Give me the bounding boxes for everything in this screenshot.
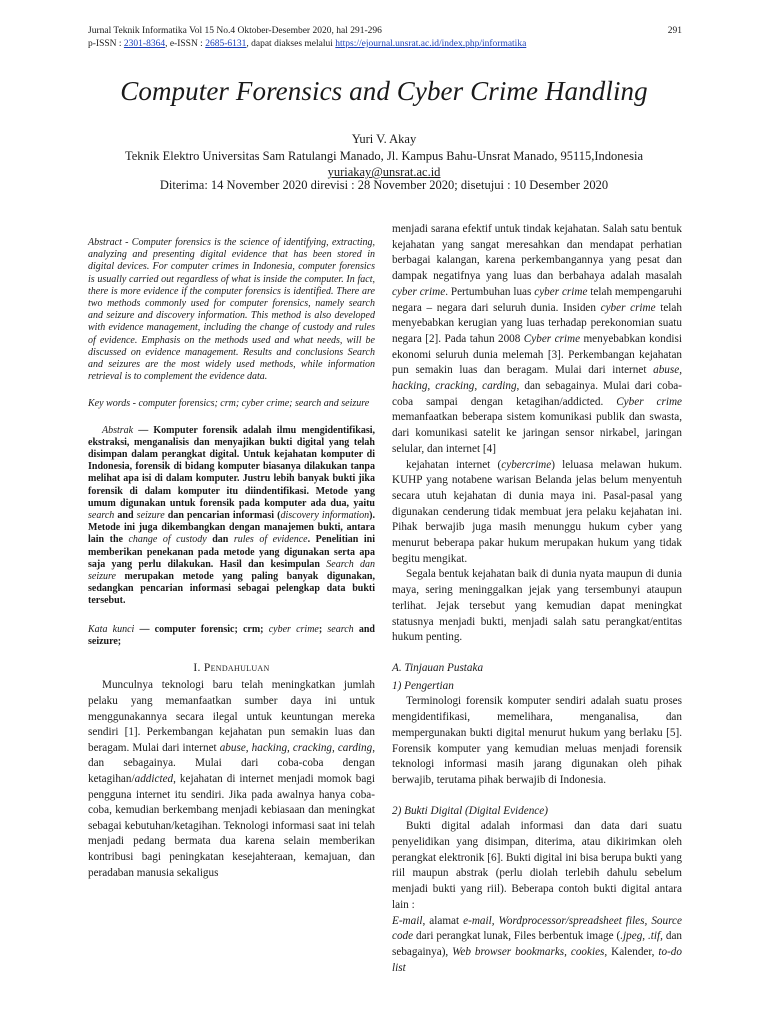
affiliation: Teknik Elektro Universitas Sam Ratulangi Manado, Jl. Kampus Bahu-Unsrat Manado, 95115,Indonesia xyxy=(124,149,643,163)
issn-line: p-ISSN : 2301-8364, e-ISSN : 2685-6131, dapat diakses melalui https://ejournal.unsrat.ac.id/index.php/informatika xyxy=(88,39,527,49)
introduction-paragraph: Munculnya teknologi baru telah meningkatkan jumlah pelaku yang memanfaatkan sumber daya ini untuk menggunakannya secara ilegal untuk keuntungan mereka sendiri [1]. Perkembangan kejahatan pun semakin luas dan beragam. Mulai dari internet abuse, hacking, cracking, carding, dan sebagainya. Mulai dari coba-coba dengan ketagihan/addicted, kejahatan di internet menjadi momok bagi pengguna internet itu sendiri. Jika pada awalnya hanya coba-coba, kemudian berkembang menjadi kebiasaan dan meningkat sebagai kebutuhan/ketagihan. Teknologi informasi saat ini telah menjadi pedang bermata dua karena selain memberikan kontribusi bagi peningkatan kesejahteraan, kemajuan, dan peradaban manusia sekaligus xyxy=(88,679,376,879)
running-header xyxy=(88,25,682,51)
paragraph-examples: E-mail, alamat e-mail, Wordprocessor/spreadsheet files, Source code dari perangkat lunak, Files berbentuk image (.jpeg, .tif, dan sebagainya), Web browser bookmarks, cookies, Kalender, to-do list xyxy=(392,914,683,974)
email-link[interactable]: yuriakay@unsrat.ac.id xyxy=(327,165,441,179)
paper-title: Computer Forensics and Cyber Crime Handling xyxy=(120,76,648,106)
paragraph-bukti-digital: Bukti digital adalah informasi dan data dari suatu penyelidikan yang disimpan, diterima, atau dikirimkan oleh perangkat elektronik [6]. Bukti digital ini bisa berupa bukti yang riil maupun abstrak (perlu diolah terlebih dahulu sebelum menjadi bukti yang riil). Beberapa contoh bukti digital antara lain : xyxy=(392,820,682,911)
e-issn-link[interactable]: 2685-6131 xyxy=(205,39,247,49)
abstract-indonesian: Abstrak — Komputer forensik adalah ilmu mengidentifikasi, ekstraksi, menganalisis dan menyajikan bukti digital yang telah disimpan dalam perangkat digital. Untuk kejahatan komputer di Indonesia, forensik di bidang komputer biasanya dilakukan tanpa melihat apa isi di dalam komputer. Justru lebih banyak bukti jika forensik di dalam komputer itu diindentifikasi. Metode yang umum digunakan untuk forensik pada komputer ada dua, yaitu search and seizure dan pencarian informasi (discovery information). Metode ini juga dikembangkan dengan manajemen bukti, antara lain the change of custody dan rules of evidence. Penelitian ini memberikan penekanan pada metode yang digunakan serta apa saja yang perlu dilakukan. Hasil dan kesimpulan Search dan seizure merupakan metode yang paling banyak digunakan, sedangkan pencarian informasi sebagai pelengkap data bukti tersebut. xyxy=(88,424,375,607)
keywords-english: Key words - computer forensics; crm; cyber crime; search and seizure xyxy=(88,398,370,410)
paragraph-evidence: Segala bentuk kejahatan baik di dunia nyata maupun di dunia maya, sering meninggalkan jejak yang tersembunyi ataupun terlihat. Jejak tersebut yang kemudian dapat meningkat statusnya menjadi bukti, menjadi salah satu perangkat/entitas hukum penting. xyxy=(392,568,682,644)
paragraph-cyber-crime: menjadi sarana efektif untuk tindak kejahatan. Salah satu bentuk kejahatan yang sangat meresahkan dan mendapat perhatian berbagai kalangan, karena perkembangannya yang pesat dan dampak negatifnya yang luas dan berbahaya adalah masalah cyber crime. Pertumbuhan luas cyber crime telah mempengaruhi negara – negara dari seluruh dunia. Insiden cyber crime telah menyebabkan kerugian yang luas terhadap perekonomian suatu negara [2]. Pada tahun 2008 Cyber crime menyebabkan kondisi ekonomi seluruh dunia melemah [3]. Perkembangan kejahatan pun semakin luas dan beragam. Mulai dari internet abuse, hacking, cracking, carding, dan sebagainya. Mulai dari coba-coba sampai dengan ketagihan/addicted. Cyber crime memanfaatkan beberapa sistem komunikasi publik dan swasta, dari komunikasi satelit ke jaringan sensor nirkabel, jaringan selular, dan internet [4] xyxy=(392,223,682,455)
page-number: 291 xyxy=(667,26,682,36)
left-column xyxy=(88,237,375,881)
right-column xyxy=(392,222,682,976)
keywords-indonesian: Kata kunci — computer forensic; crm; cyber crime; search and seizure; xyxy=(88,623,375,647)
journal-info: Jurnal Teknik Informatika Vol 15 No.4 Oktober-Desember 2020, hal 291-296 xyxy=(88,26,382,36)
p-issn-link[interactable]: 2301-8364 xyxy=(123,39,166,49)
paragraph-kuhp: kejahatan internet (cybercrime) leluasa melawan hukum. KUHP yang notabene warisan Belanda jelas belum menyentuh secara utuh kejahatan di dunia maya ini. Pasal-pasal yang digunakan cenderung tidak membuat jera pelaku kejahatan ini. Pihak berwajib juga masih menunggu hukum cyber yang menurut beberapa pakar hukum merupakan hukum yang tidak begitu mengikat. xyxy=(392,458,682,565)
section-heading-introduction: I. Pendahuluan xyxy=(193,662,270,675)
author-email xyxy=(0,165,768,179)
subsection-heading-tinjauan: A. Tinjauan Pustaka xyxy=(392,661,484,674)
journal-url-link[interactable]: https://ejournal.unsrat.ac.id/index.php/informatika xyxy=(335,39,527,49)
received-dates: Diterima: 14 November 2020 direvisi : 28 November 2020; disetujui : 10 Desember 2020 xyxy=(159,178,609,192)
subsubsection-heading-bukti-digital: 2) Bukti Digital (Digital Evidence) xyxy=(392,804,548,817)
abstract-english: Abstract - Computer forensics is the science of identifying, extracting, analyzing and presenting digital evidence that has been stored in digital devices. For computer crimes in Indonesia, computer forensics is usually carried out regardless of what is inside the computer. In fact, there is more evidence if the computer forensics is identified. There are two methods commonly used for computer forensics, namely search and seizure and discovery information. This method is also developed with evidence management, including the change of custody and rules of evidence. Emphasis on the methods used and what needs, will be discussed on evidence management. Results and conclusions Search and seizures are the most widely used methods, while information retrieval is to complement the evidence data. xyxy=(88,237,375,383)
author-name: Yuri V. Akay xyxy=(351,132,417,146)
paragraph-pengertian: Terminologi forensik komputer sendiri adalah suatu proses mengidentifikasi, memelihara, menganalisa, dan mempergunakan bukti digital menurut hukum yang berlaku [5]. Forensik komputer yang kemudian meluas menjadi forensik teknologi informasi masih jarang digunakan oleh pihak berwajib, terutama pihak berwajib di Indonesia. xyxy=(392,695,682,786)
subsubsection-heading-pengertian: 1) Pengertian xyxy=(392,679,454,692)
